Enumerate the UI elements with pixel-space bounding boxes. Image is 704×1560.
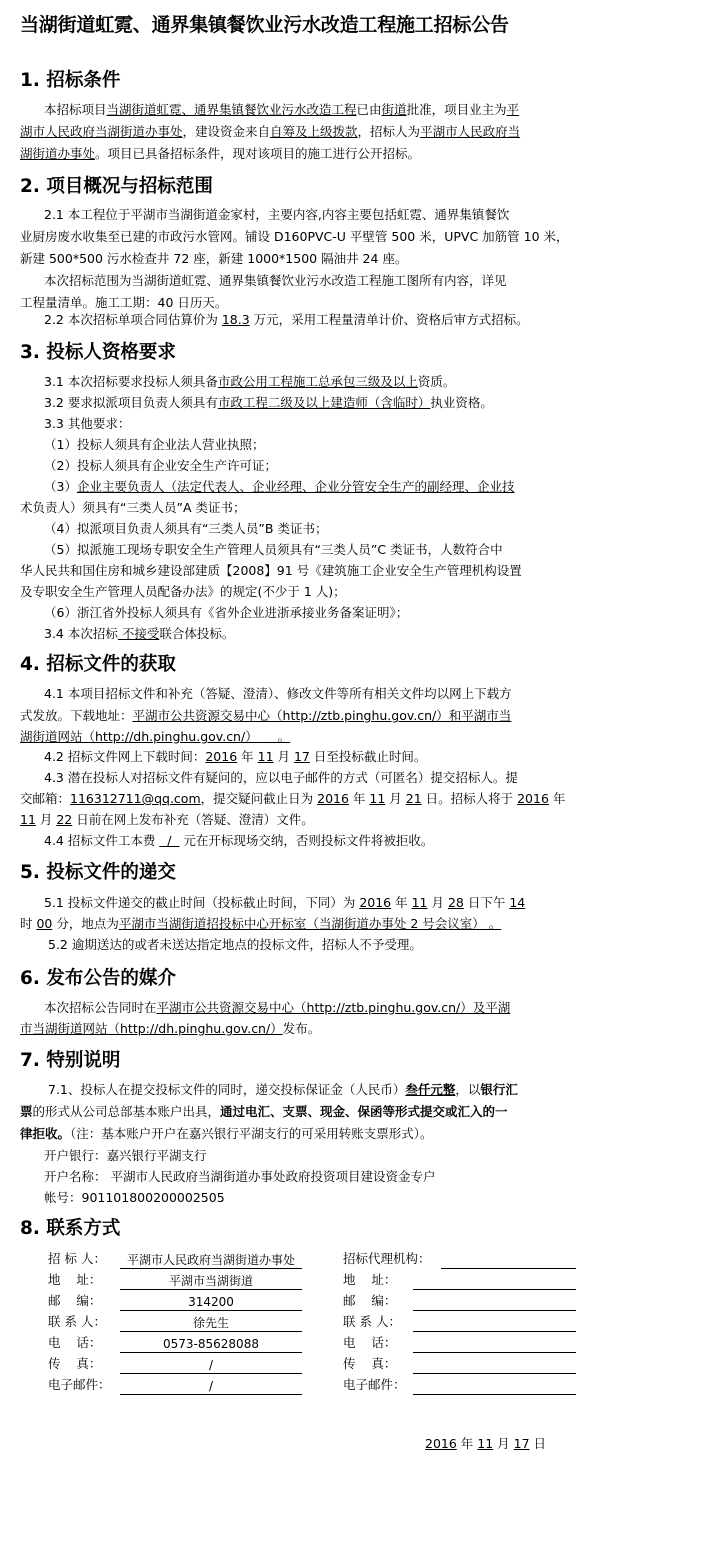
sec3-line-11: 及专职安全生产管理人员配备办法》的规定(不少于 1 人)；	[20, 584, 346, 599]
sec2-line-5: 工程量清单。施工工期：40 日历天。	[20, 295, 228, 310]
contact-right-label: 招标代理机构：	[343, 1251, 431, 1266]
contact-left-row	[48, 1354, 302, 1374]
sec5-line-3: 5.2 逾期送达的或者未送达指定地点的投标文件，招标人不予受理。	[48, 937, 422, 952]
sec4-line-6: 交邮箱：116312711@qq.com，提交疑问截止日为 2016 年 11 月 21 日。招标人将于 2016 年	[20, 791, 566, 806]
contact-right-label: 电子邮件：	[343, 1377, 406, 1392]
contact-right-row	[343, 1354, 576, 1374]
sec4-line-7: 11 月 22 日前在网上发布补充（答疑、澄清）文件。	[20, 812, 314, 827]
sec3-line-8: （4）拟派项目负责人须具有“三类人员”B 类证书；	[44, 521, 328, 536]
contact-right-value	[413, 1315, 576, 1332]
contact-left-row	[48, 1375, 302, 1395]
section-3-heading: 3. 投标人资格要求	[20, 342, 176, 363]
section-2-heading: 2. 项目概况与招标范围	[20, 176, 213, 197]
section-6-heading: 6. 发布公告的媒介	[20, 968, 176, 989]
sec3-line-4: （1）投标人须具有企业法人营业执照；	[44, 437, 265, 452]
contact-left-value: /	[120, 1357, 302, 1374]
sec4-line-2: 式发放。下载地址：平湖市公共资源交易中心（http://ztb.pinghu.gov.cn/）和平湖市当	[20, 708, 512, 723]
sec7-account-number: 帐号：901101800200002505	[44, 1190, 225, 1205]
sec3-line-12: （6）浙江省外投标人须具有《省外企业进浙承接业务备案证明》；	[44, 605, 409, 620]
issue-date: 2016 年 11 月 17 日	[425, 1436, 547, 1451]
section-1-heading: 1. 招标条件	[20, 70, 121, 91]
contact-right-value	[441, 1252, 576, 1269]
contact-left-value: 平湖市人民政府当湖街道办事处	[120, 1252, 302, 1269]
sec2-line-2: 业厨房废水收集至已建的市政污水管网。铺设 D160PVC-U 平壁管 500 米，UPVC 加筋管 10 米，	[20, 229, 569, 244]
sec2-line-1: 2.1 本工程位于平湖市当湖街道金家村，主要内容,内容主要包括虹霓、通界集镇餐饮	[44, 207, 510, 222]
contact-right-value	[413, 1273, 576, 1290]
contact-right-value	[413, 1357, 576, 1374]
contact-left-label: 传 真：	[48, 1356, 102, 1371]
sec2-line-4: 本次招标范围为当湖街道虹霓、通界集镇餐饮业污水改造工程施工图所有内容，详见	[44, 273, 507, 288]
contact-left-label: 联 系 人：	[48, 1314, 106, 1329]
contact-left-label: 地 址：	[48, 1272, 102, 1287]
contact-left-value: 314200	[120, 1294, 302, 1311]
sec3-line-3: 3.3 其他要求：	[44, 416, 131, 431]
sec7-line-2: 票的形式从公司总部基本账户出具，通过电汇、支票、现金、保函等形式提交或汇入的一	[20, 1104, 508, 1119]
contact-right-label: 电 话：	[343, 1335, 397, 1350]
contact-right-label: 联 系 人：	[343, 1314, 401, 1329]
contact-left-value: 徐先生	[120, 1315, 302, 1332]
sec3-line-5: （2）投标人须具有企业安全生产许可证；	[44, 458, 277, 473]
sec1-line-1: 本招标项目当湖街道虹霓、通界集镇餐饮业污水改造工程已由街道批准，项目业主为平	[44, 102, 520, 117]
sec3-line-1: 3.1 本次招标要求投标人须具备市政公用工程施工总承包三级及以上资质。	[44, 374, 456, 389]
sec3-line-6: （3）企业主要负责人（法定代表人、企业经理、企业分管安全生产的副经理、企业技	[44, 479, 515, 494]
contact-right-row	[343, 1312, 576, 1332]
sec6-line-1: 本次招标公告同时在平湖市公共资源交易中心（http://ztb.pinghu.gov.cn/）及平湖	[44, 1000, 511, 1015]
sec6-line-2: 市当湖街道网站（http://dh.pinghu.gov.cn/）发布。	[20, 1021, 321, 1036]
contact-right-label: 邮 编：	[343, 1293, 397, 1308]
contact-right-row	[343, 1333, 576, 1353]
contact-right-label: 传 真：	[343, 1356, 397, 1371]
contact-right-value	[413, 1378, 576, 1395]
sec1-line-2: 湖市人民政府当湖街道办事处，建设资金来自自筹及上级拨款，招标人为平湖市人民政府当	[20, 124, 521, 139]
contact-right-row	[343, 1375, 576, 1395]
sec4-line-4: 4.2 招标文件网上下载时间：2016 年 11 月 17 日至投标截止时间。	[44, 749, 427, 764]
contact-left-label: 电子邮件：	[48, 1377, 111, 1392]
sec2-line-6: 2.2 本次招标单项合同估算价为 18.3 万元，采用工程量清单计价、资格后审方式招标。	[44, 312, 529, 327]
contact-left-row	[48, 1312, 302, 1332]
contact-left-label: 招 标 人：	[48, 1251, 106, 1266]
contact-right-row	[343, 1249, 576, 1269]
sec3-line-9: （5）拟派施工现场专职安全生产管理人员须具有“三类人员”C 类证书，人数符合中	[44, 542, 503, 557]
sec4-line-1: 4.1 本项目招标文件和补充（答疑、澄清）、修改文件等所有相关文件均以网上下载方	[44, 686, 512, 701]
sec7-line-1: 7.1、投标人在提交投标文件的同时，递交投标保证金（人民币）叁仟元整，以银行汇	[48, 1082, 518, 1097]
section-7-heading: 7. 特别说明	[20, 1050, 121, 1071]
sec4-line-8: 4.4 招标文件工本费 / 元在开标现场交纳，否则投标文件将被拒收。	[44, 833, 434, 848]
sec1-line-3: 湖街道办事处。项目已具备招标条件，现对该项目的施工进行公开招标。	[20, 146, 421, 161]
contact-left-label: 电 话：	[48, 1335, 102, 1350]
sec3-line-13: 3.4 本次招标 不接受联合体投标。	[44, 626, 235, 641]
sec3-line-7: 术负责人）须具有“三类人员”A 类证书；	[20, 500, 246, 515]
sec4-line-3: 湖街道网站（http://dh.pinghu.gov.cn/） 。	[20, 729, 291, 744]
contact-left-label: 邮 编：	[48, 1293, 102, 1308]
sec5-line-1: 5.1 投标文件递交的截止时间（投标截止时间，下同）为 2016 年 11 月 28 日下午 14	[44, 895, 526, 910]
contact-left-row	[48, 1249, 302, 1269]
sec7-account-name: 开户名称： 平湖市人民政府当湖街道办事处政府投资项目建设资金专户	[44, 1169, 436, 1184]
sec3-line-10: 华人民共和国住房和城乡建设部建质【2008】91 号《建筑施工企业安全生产管理机构设置	[20, 563, 522, 578]
section-8-heading: 8. 联系方式	[20, 1218, 121, 1239]
sec3-line-2: 3.2 要求拟派项目负责人须具有市政工程二级及以上建造师（含临时）执业资格。	[44, 395, 493, 410]
contact-left-row	[48, 1270, 302, 1290]
document-title: 当湖街道虹霓、通界集镇餐饮业污水改造工程施工招标公告	[20, 14, 509, 36]
section-5-heading: 5. 投标文件的递交	[20, 862, 176, 883]
sec7-line-3: 律拒收。（注：基本账户开户在嘉兴银行平湖支行的可采用转账支票形式）。	[20, 1126, 433, 1141]
contact-right-label: 地 址：	[343, 1272, 397, 1287]
contact-right-value	[413, 1336, 576, 1353]
sec5-line-2: 时 00 分，地点为平湖市当湖街道招投标中心开标室（当湖街道办事处 2 号会议室） 。	[20, 916, 502, 931]
contact-left-value: /	[120, 1378, 302, 1395]
contact-left-row	[48, 1291, 302, 1311]
contact-right-value	[413, 1294, 576, 1311]
contact-left-value: 0573-85628088	[120, 1336, 302, 1353]
sec7-bank: 开户银行：嘉兴银行平湖支行	[44, 1148, 207, 1163]
sec2-line-3: 新建 500*500 污水检查井 72 座，新建 1000*1500 隔油井 24 座。	[20, 251, 408, 266]
contact-left-row	[48, 1333, 302, 1353]
section-4-heading: 4. 招标文件的获取	[20, 654, 176, 675]
sec4-line-5: 4.3 潜在投标人对招标文件有疑问的，应以电子邮件的方式（可匿名）提交招标人。提	[44, 770, 518, 785]
contact-left-value: 平湖市当湖街道	[120, 1273, 302, 1290]
contact-right-row	[343, 1291, 576, 1311]
contact-right-row	[343, 1270, 576, 1290]
